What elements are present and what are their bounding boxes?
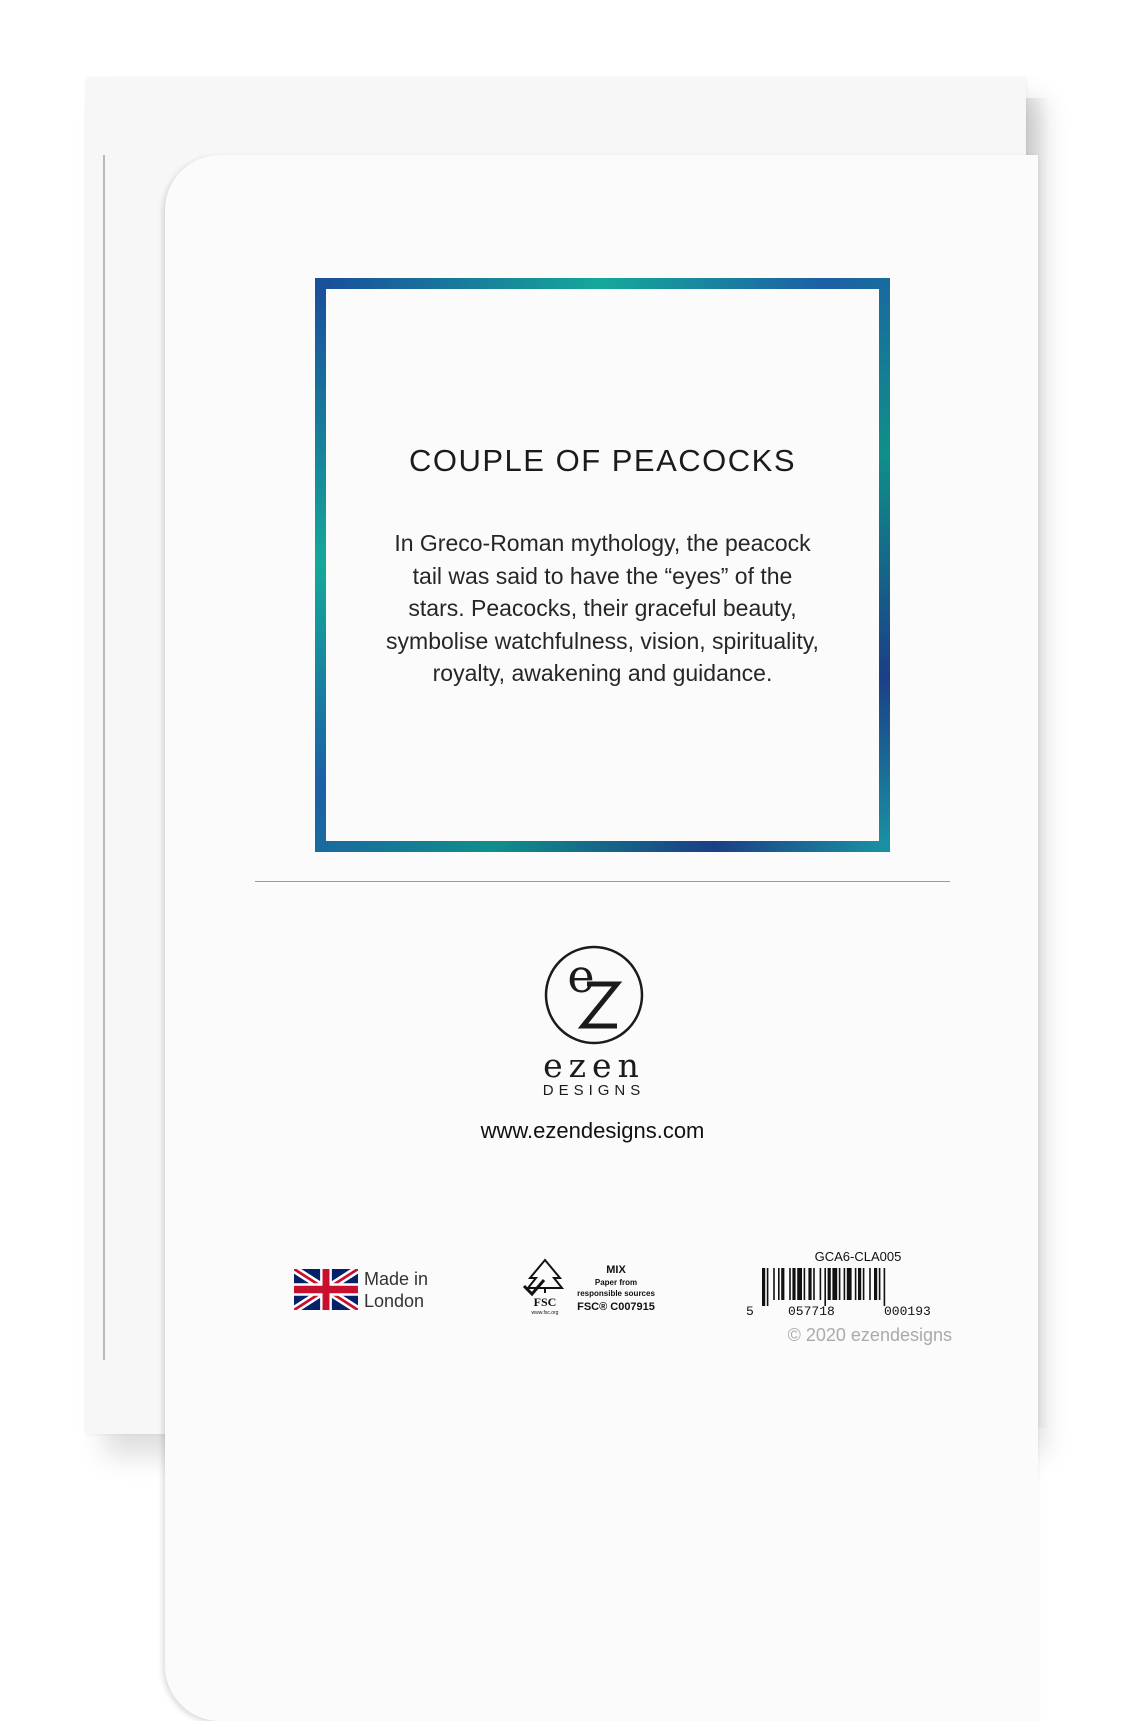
fsc-code: FSC® C007915 (577, 1301, 655, 1313)
fsc-mix: MIX (606, 1264, 626, 1276)
description-line: In Greco-Roman mythology, the peacock (394, 530, 811, 556)
barcode-digit-first: 5 (746, 1304, 754, 1319)
divider (255, 881, 950, 882)
uk-flag-icon (294, 1269, 358, 1310)
envelope-edge-line (103, 155, 105, 1360)
ez-monogram-icon (543, 944, 645, 1046)
fsc-label (573, 1264, 659, 1313)
description-line: stars. Peacocks, their graceful beauty, (408, 595, 797, 621)
brand-url[interactable]: www.ezendesigns.com (480, 1118, 705, 1143)
made-in-label (364, 1268, 428, 1312)
brand-subtitle: DESIGNS (542, 1082, 646, 1099)
barcode-digits-right: 000193 (884, 1304, 931, 1319)
description-line: royalty, awakening and guidance. (432, 660, 773, 686)
made-in-line: London (364, 1291, 425, 1311)
svg-text:e: e (567, 949, 595, 1003)
barcode-icon (760, 1268, 966, 1306)
product-code: GCA6-CLA005 (814, 1249, 902, 1264)
fsc-tree-icon (522, 1256, 568, 1316)
fsc-logo-text: FSC (533, 1295, 557, 1309)
fsc-source: responsible sources (577, 1289, 655, 1298)
fsc-source: Paper from (594, 1278, 638, 1287)
copyright: © 2020 ezendesigns (787, 1325, 952, 1345)
description-line: symbolise watchfulness, vision, spirituality, (386, 627, 819, 654)
barcode-digits-left: 057718 (788, 1304, 835, 1319)
card-description (340, 527, 865, 690)
made-in-line: Made in (364, 1269, 429, 1289)
brand-name: ezen (543, 1046, 645, 1085)
description-line: tail was said to have the “eyes” of the (412, 562, 793, 589)
fsc-logo-url: www.fsc.org (531, 1310, 559, 1316)
card-title: COUPLE OF PEACOCKS (408, 443, 797, 478)
